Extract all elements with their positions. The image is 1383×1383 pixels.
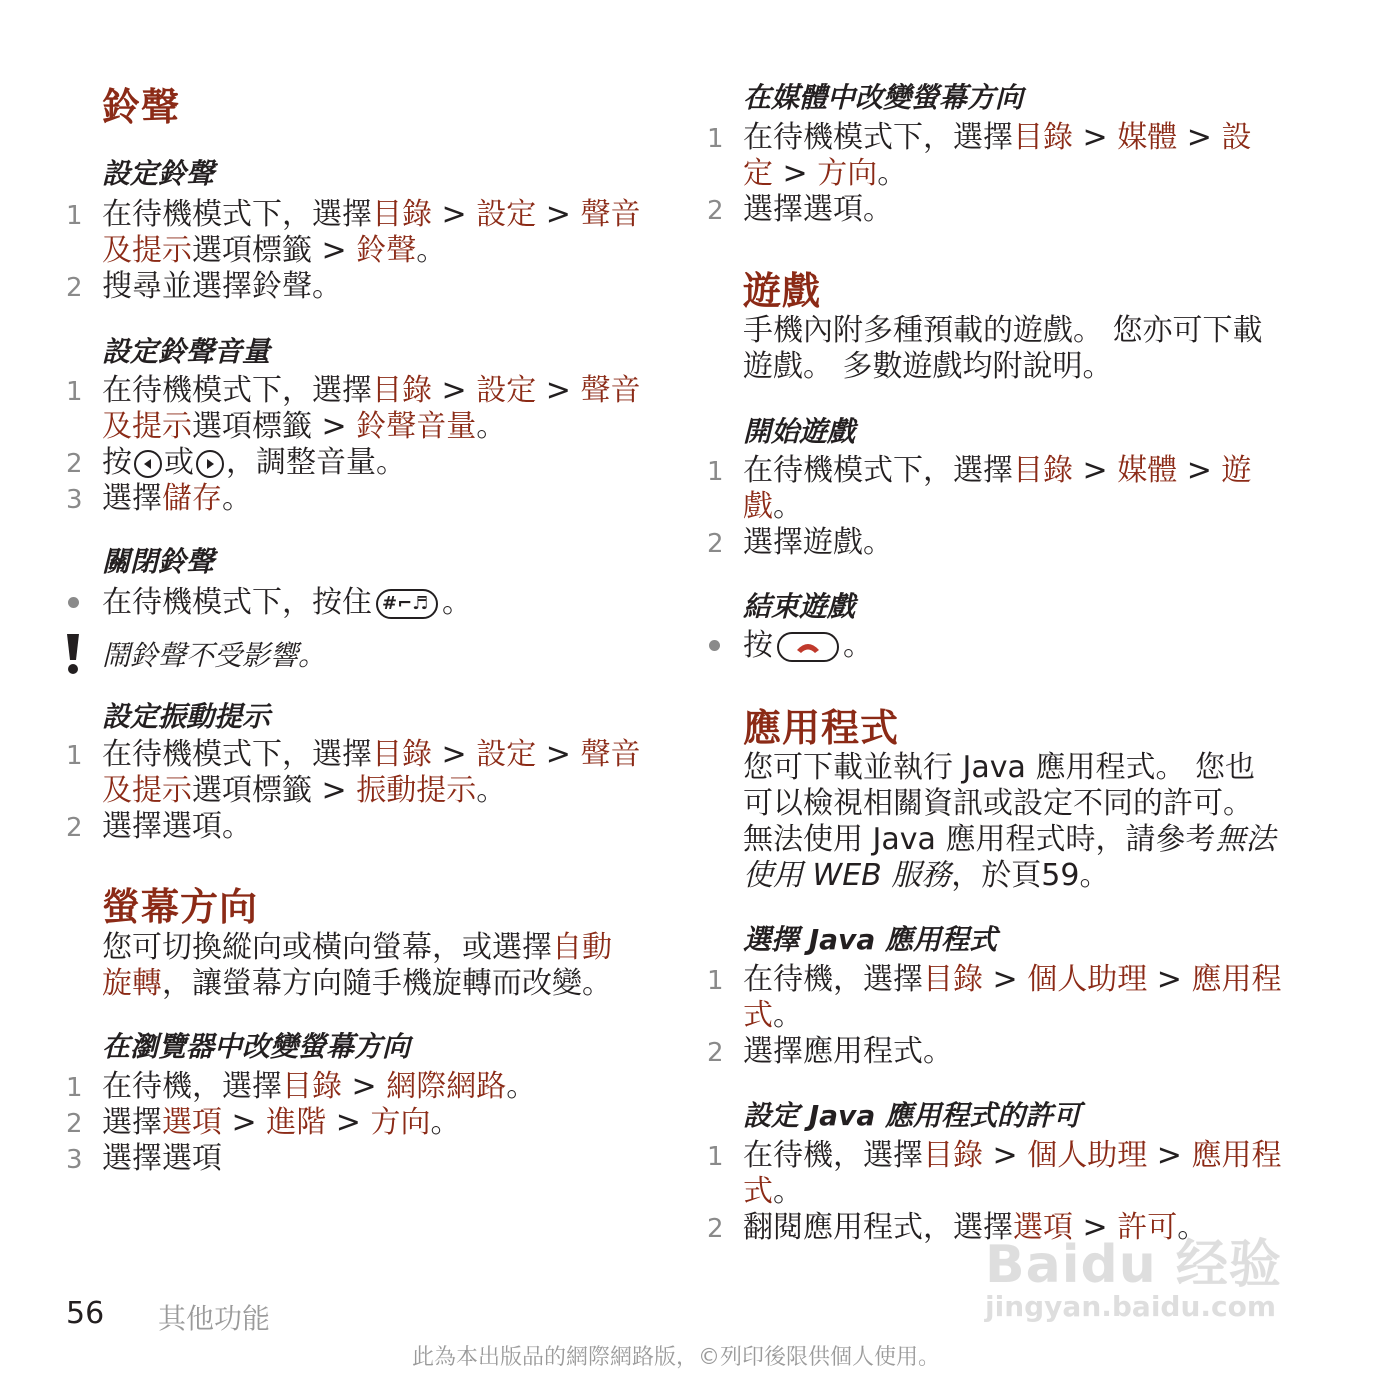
step-text: 選擇選項 > 進階 > 方向。 <box>102 1105 461 1140</box>
page-number: 56 <box>66 1296 105 1331</box>
bullet-dot <box>709 640 720 651</box>
orientation-paragraph-cont: 旋轉，讓螢幕方向隨手機旋轉而改變。 <box>102 966 612 1001</box>
step-number: 2 <box>707 1214 724 1244</box>
step-number: 1 <box>707 457 724 487</box>
step-number: 2 <box>707 196 724 226</box>
games-paragraph: 手機內附多種預載的遊戲。 您亦可下載 <box>743 313 1263 348</box>
orientation-paragraph: 您可切換縱向或橫向螢幕，或選擇自動 <box>102 930 612 965</box>
step-text: 在待機模式下，選擇目錄 > 設定 > 聲音 <box>102 737 641 772</box>
select-java-heading: 選擇 Java 應用程式 <box>743 923 997 956</box>
step-number: 1 <box>66 201 83 231</box>
step-number: 1 <box>707 1142 724 1172</box>
step-text-cont: 式。 <box>743 998 803 1033</box>
step-text-cont: 及提示選項標籤 > 鈴聲。 <box>102 233 447 268</box>
nav-left-icon <box>134 450 162 478</box>
step-text-cont: 及提示選項標籤 > 鈴聲音量。 <box>102 409 507 444</box>
step-text-cont: 式。 <box>743 1174 803 1209</box>
step-text-cont: 戲。 <box>743 489 803 524</box>
apps-paragraph-line4: 使用 WEB 服務，於頁59。 <box>743 858 1110 893</box>
apps-paragraph-line3: 無法使用 Java 應用程式時，請參考無法 <box>743 822 1276 857</box>
step-text: 在待機，選擇目錄 > 個人助理 > 應用程 <box>743 962 1282 997</box>
section-label: 其他功能 <box>158 1302 271 1335</box>
step-text: 選擇選項。 <box>743 192 893 227</box>
step-text: 翻閱應用程式，選擇選項 > 許可。 <box>743 1210 1208 1245</box>
step-number: 1 <box>707 124 724 154</box>
step-number: 1 <box>707 966 724 996</box>
set-ringtone-heading: 設定鈴聲 <box>102 157 215 190</box>
end-game-heading: 結束遊戲 <box>743 590 856 623</box>
step-text: 選擇遊戲。 <box>743 525 893 560</box>
step-text: 選擇儲存。 <box>102 481 252 516</box>
bullet-dot <box>68 597 79 608</box>
apps-title: 應用程式 <box>743 706 900 750</box>
games-paragraph-cont: 遊戲。 多數遊戲均附說明。 <box>743 349 1113 384</box>
step-text: 在待機模式下，選擇目錄 > 設定 > 聲音 <box>102 373 641 408</box>
step-text: 選擇選項 <box>102 1141 222 1176</box>
note-text: 鬧鈴聲不受影響。 <box>102 639 327 672</box>
baidu-watermark-url: jingyan.baidu.com <box>985 1290 1277 1323</box>
step-text: 在待機模式下，選擇目錄 > 媒體 > 設 <box>743 120 1252 155</box>
step-text: 選擇應用程式。 <box>743 1034 953 1069</box>
step-number: 1 <box>66 377 83 407</box>
apps-paragraph-line2: 可以檢視相關資訊或設定不同的許可。 <box>743 786 1253 821</box>
step-text-cont: 及提示選項標籤 > 振動提示。 <box>102 773 507 808</box>
media-orientation-heading: 在媒體中改變螢幕方向 <box>743 81 1024 114</box>
step-number: 1 <box>66 741 83 771</box>
step-text: 在待機模式下，選擇目錄 > 媒體 > 遊 <box>743 453 1252 488</box>
browser-orientation-heading: 在瀏覽器中改變螢幕方向 <box>102 1030 411 1063</box>
bullet-text: 按 。 <box>743 628 873 663</box>
apps-paragraph: 您可下載並執行 Java 應用程式。 您也 <box>743 750 1255 785</box>
exclamation-icon <box>63 632 83 676</box>
copyright-notice: 此為本出版品的網際網路版，©列印後限供個人使用。 <box>412 1345 941 1370</box>
nav-right-icon <box>196 450 224 478</box>
step-text-cont: 定 > 方向。 <box>743 156 908 191</box>
hash-key-icon: #⌐♬ <box>376 589 438 619</box>
step-number: 3 <box>66 485 83 515</box>
step-text: 在待機，選擇目錄 > 網際網路。 <box>102 1069 537 1104</box>
bullet-text: 在待機模式下，按住 #⌐♬ 。 <box>102 585 472 620</box>
step-text: 選擇選項。 <box>102 809 252 844</box>
step-number: 2 <box>707 529 724 559</box>
set-volume-heading: 設定鈴聲音量 <box>102 335 271 368</box>
step-number: 1 <box>66 1073 83 1103</box>
baidu-watermark-logo: Baidu 经验 <box>985 1235 1282 1295</box>
step-number: 2 <box>66 449 83 479</box>
step-number: 2 <box>707 1038 724 1068</box>
step-text: 按 或 ，調整音量。 <box>102 445 406 480</box>
vibrate-heading: 設定振動提示 <box>102 700 271 733</box>
step-number: 3 <box>66 1145 83 1175</box>
step-number: 2 <box>66 1109 83 1139</box>
end-call-key-icon <box>777 632 839 662</box>
step-text: 在待機，選擇目錄 > 個人助理 > 應用程 <box>743 1138 1282 1173</box>
step-number: 2 <box>66 813 83 843</box>
java-permission-heading: 設定 Java 應用程式的許可 <box>743 1099 1081 1132</box>
step-text: 搜尋並選擇鈴聲。 <box>102 269 342 304</box>
step-number: 2 <box>66 273 83 303</box>
step-text: 在待機模式下，選擇目錄 > 設定 > 聲音 <box>102 197 641 232</box>
orientation-title: 螢幕方向 <box>102 885 259 929</box>
games-title: 遊戲 <box>743 269 822 313</box>
turn-off-heading: 關閉鈴聲 <box>102 545 215 578</box>
start-game-heading: 開始遊戲 <box>743 415 856 448</box>
ringtone-title: 鈴聲 <box>102 85 181 129</box>
